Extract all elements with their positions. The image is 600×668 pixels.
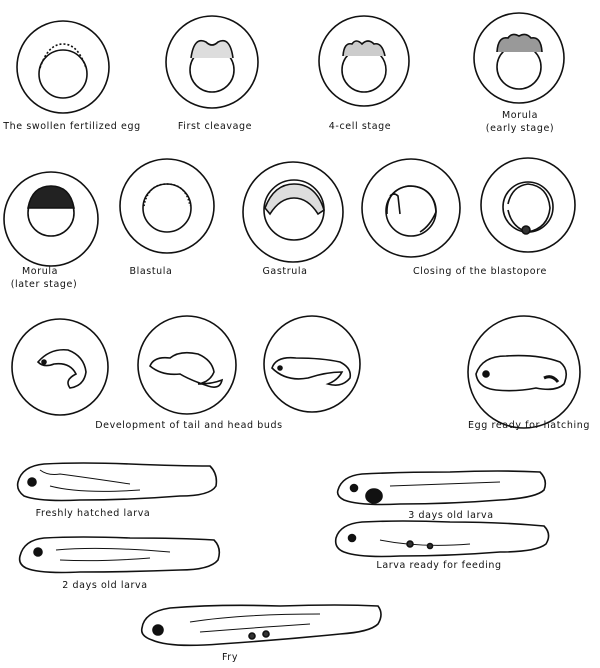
label-two-days-larva: 2 days old larva	[62, 580, 148, 591]
label-morula-later: Morula	[22, 266, 58, 277]
label-tail-head-buds: Development of tail and head buds	[95, 420, 283, 431]
gastrula-figure	[243, 162, 343, 262]
tail-bud-figure-2	[138, 316, 236, 414]
tail-bud-figure-1	[12, 319, 108, 415]
fry-figure	[142, 605, 381, 645]
morula-early-figure	[474, 13, 564, 103]
swollen-egg-figure	[17, 21, 109, 113]
larva-ready-feeding-figure	[336, 521, 549, 557]
label-first-cleavage: First cleavage	[177, 121, 253, 132]
label-fry: Fry	[221, 652, 239, 663]
closing-blastopore-figure-1	[362, 159, 460, 257]
three-days-larva-figure	[338, 471, 546, 505]
label-gastrula: Gastrula	[262, 266, 308, 277]
two-days-larva-figure	[20, 537, 220, 573]
label-morula-early-stage: (early stage)	[485, 123, 555, 134]
egg-ready-hatching-figure	[468, 316, 580, 428]
blastula-figure	[120, 159, 214, 253]
label-four-cell-stage: 4-cell stage	[328, 121, 392, 132]
morula-later-figure	[4, 172, 98, 266]
tail-bud-figure-3	[264, 316, 360, 412]
label-morula-early: Morula	[502, 110, 538, 121]
closing-blastopore-figure-2	[481, 158, 575, 252]
label-larva-ready-feeding: Larva ready for feeding	[376, 560, 502, 571]
label-egg-ready-hatching: Egg ready for hatching	[468, 420, 590, 431]
label-three-days-larva: 3 days old larva	[408, 510, 494, 521]
label-freshly-hatched-larva: Freshly hatched larva	[35, 508, 151, 519]
label-closing-blastopore: Closing of the blastopore	[413, 266, 547, 277]
freshly-hatched-larva-figure	[18, 463, 217, 501]
label-blastula: Blastula	[129, 266, 173, 277]
four-cell-figure	[319, 16, 409, 106]
label-morula-later-stage: (later stage)	[10, 279, 78, 290]
first-cleavage-figure	[166, 16, 258, 108]
label-swollen-fertilized-egg: The swollen fertilized egg	[3, 121, 141, 132]
